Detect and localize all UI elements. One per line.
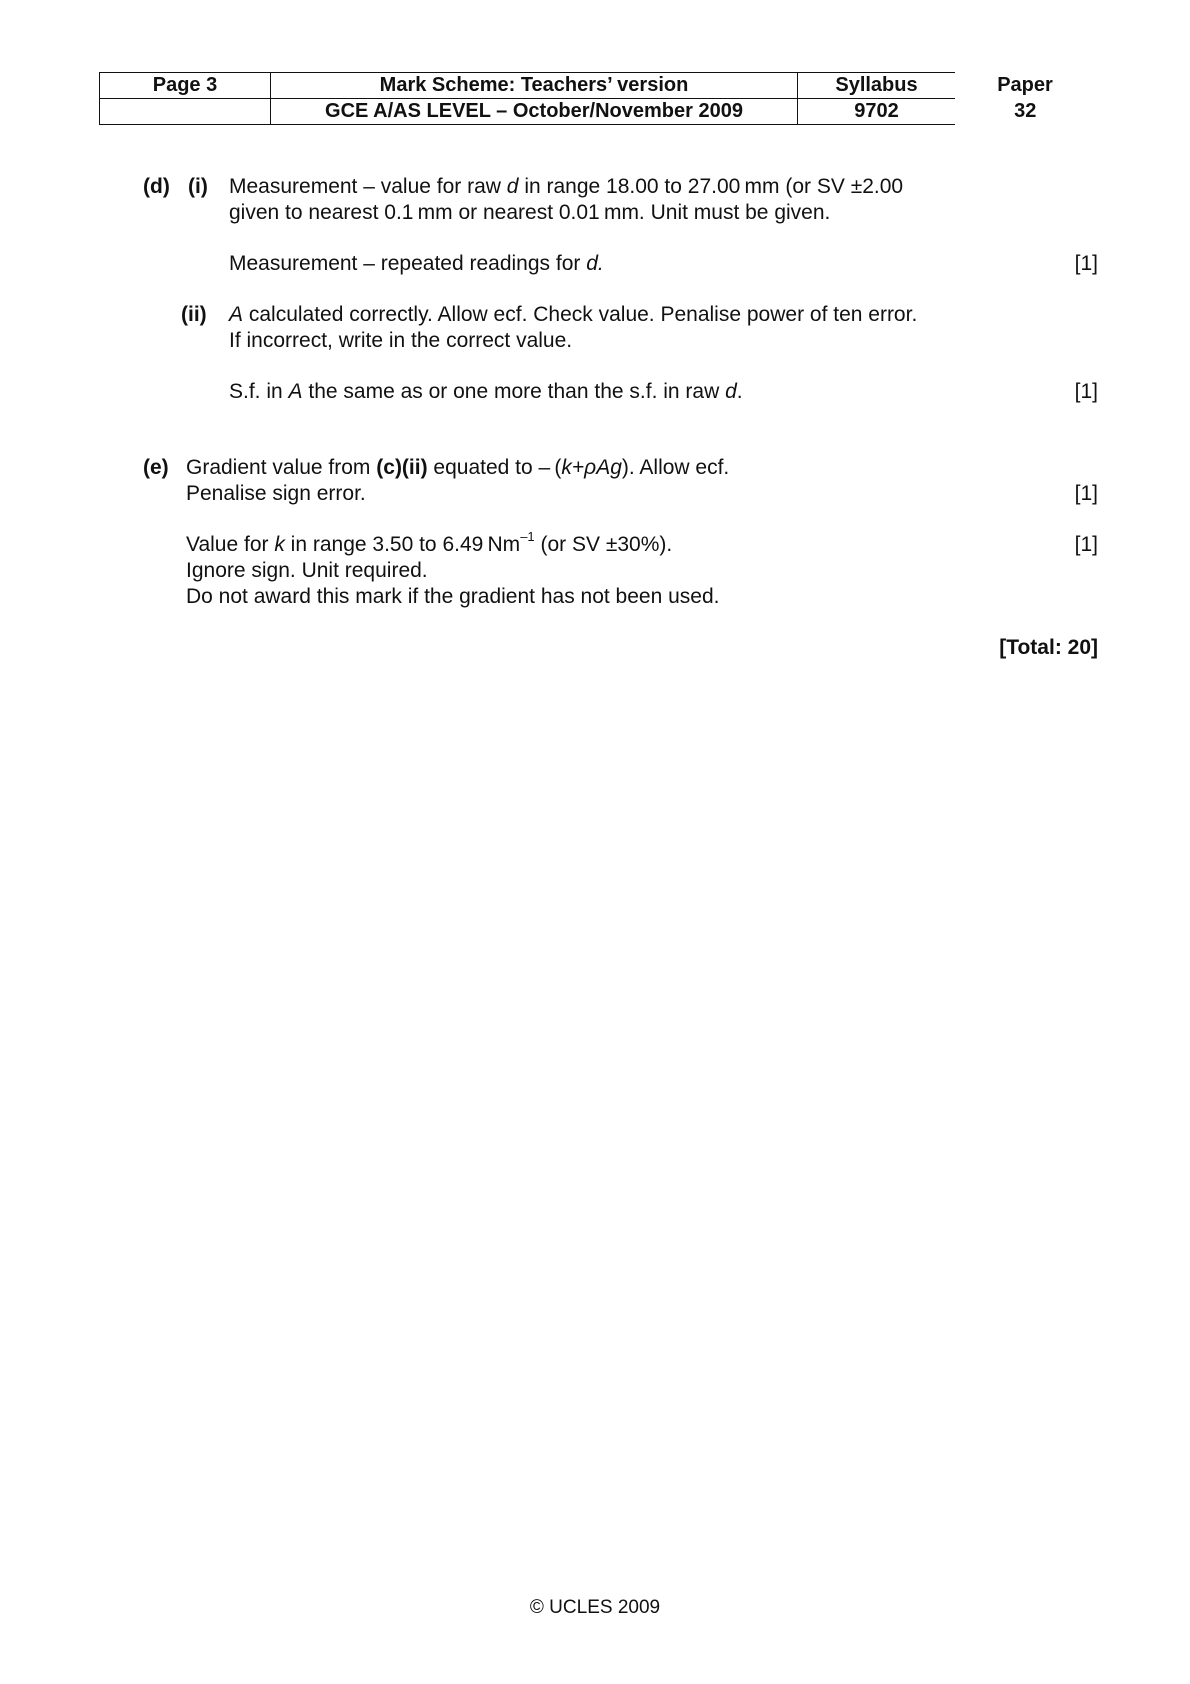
d-ii-line-2: If incorrect, write in the correct value.	[229, 329, 573, 352]
e-mark-1: [1]	[1074, 482, 1098, 505]
e-mark-2: [1]	[1074, 533, 1098, 556]
copyright-footer: © UCLES 2009	[529, 1597, 661, 1618]
e-line-1: Gradient value from (c)(ii) equated to – (k+ρAg). Allow ecf.	[186, 456, 730, 479]
e-line-4: Ignore sign. Unit required.	[186, 559, 428, 582]
part-d-i-label: (i)	[188, 175, 208, 198]
syllabus-code: 9702	[798, 99, 956, 125]
exam-name: GCE A/AS LEVEL – October/November 2009	[271, 99, 798, 125]
paper-label: Paper	[997, 74, 1053, 96]
d-i-line-2: given to nearest 0.1 mm or nearest 0.01 mm. Unit must be given.	[229, 201, 831, 224]
page-number: Page 3	[100, 73, 271, 99]
d-i-mark: [1]	[1074, 252, 1098, 275]
total-marks: [Total: 20]	[999, 636, 1098, 659]
part-d-label: (d)	[143, 175, 170, 198]
part-e-label: (e)	[143, 456, 169, 479]
e-line-5: Do not award this mark if the gradient has not been used.	[186, 585, 720, 608]
empty-cell	[100, 99, 271, 125]
header-table	[99, 72, 1096, 125]
paper-number: 32	[1014, 100, 1037, 122]
d-ii-mark: [1]	[1074, 380, 1098, 403]
d-i-line-3: Measurement – repeated readings for d.	[229, 252, 604, 275]
document-title: Mark Scheme: Teachers’ version	[271, 73, 798, 99]
d-i-line-1: Measurement – value for raw d in range 18.00 to 27.00 mm (or SV ±2.00	[229, 175, 904, 198]
syllabus-label: Syllabus	[798, 73, 956, 99]
d-ii-line-1: A calculated correctly. Allow ecf. Check value. Penalise power of ten error.	[229, 303, 918, 326]
e-line-2: Penalise sign error.	[186, 482, 366, 505]
part-d-ii-label: (ii)	[181, 303, 207, 326]
e-line-3: Value for k in range 3.50 to 6.49 $Nm^{-1}$ (or SV ±30%).	[186, 529, 673, 556]
d-ii-line-3: S.f. in A the same as or one more than the s.f. in raw d.	[229, 380, 743, 403]
